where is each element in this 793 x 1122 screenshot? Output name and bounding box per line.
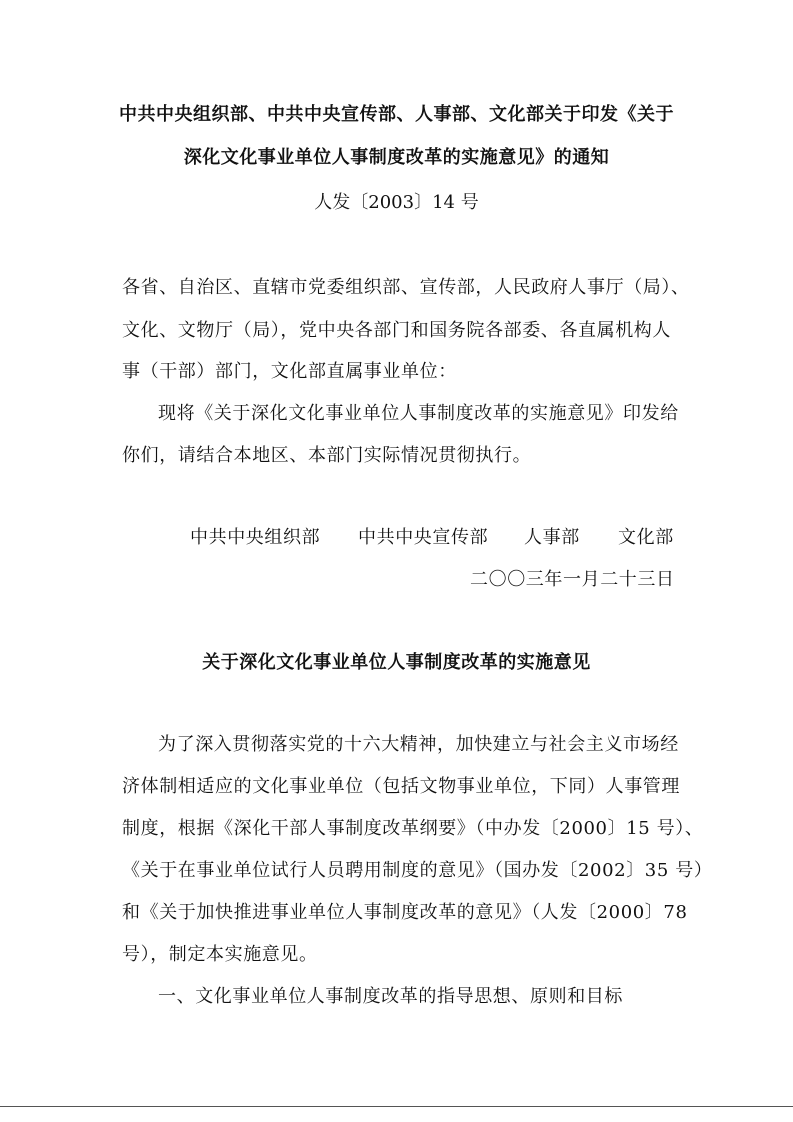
opinions-para-line-1: 为了深入贯彻落实党的十六大精神，加快建立与社会主义市场经	[158, 734, 679, 755]
opinions-para-line-2: 济体制相适应的文化事业单位（包括文物事业单位，下同）人事管理	[122, 776, 680, 797]
signatory-culture-ministry: 文化部	[618, 527, 674, 548]
signatory-org-dept: 中共中央组织部	[190, 527, 321, 548]
notice-title-line1: 中共中央组织部、中共中央宣传部、人事部、文化部关于印发《关于	[119, 104, 674, 125]
opinions-title: 关于深化文化事业单位人事制度改革的实施意见	[202, 652, 591, 673]
opinions-para-line-5: 和《关于加快推进事业单位人事制度改革的意见》（人发〔2000〕78	[122, 902, 688, 923]
opinions-para-line-4: 《关于在事业单位试行人员聘用制度的意见》（国办发〔2002〕35 号）	[122, 860, 713, 881]
notice-date: 二〇〇三年一月二十三日	[470, 569, 675, 590]
addressee-line-1: 各省、自治区、直辖市党委组织部、宣传部，人民政府人事厅（局）、	[122, 277, 690, 298]
opinions-para-line-3: 制度，根据《深化干部人事制度改革纲要》（中办发〔2000〕15 号）、	[122, 818, 704, 839]
page-bottom-rule	[0, 1106, 793, 1107]
addressee-line-2: 文化、文物厅（局），党中央各部门和国务院各部委、各直属机构人	[122, 320, 671, 341]
signatory-personnel-ministry: 人事部	[524, 527, 580, 548]
notice-body-line-2: 你们，请结合本地区、本部门实际情况贯彻执行。	[122, 445, 532, 466]
opinions-para-line-6: 号），制定本实施意见。	[122, 944, 318, 965]
notice-body-line-1: 现将《关于深化文化事业单位人事制度改革的实施意见》印发给	[158, 403, 679, 424]
document-number: 人发〔2003〕14 号	[314, 192, 479, 213]
signatory-propaganda-dept: 中共中央宣传部	[358, 527, 489, 548]
notice-title-line2: 深化文化事业单位人事制度改革的实施意见》的通知	[183, 147, 610, 168]
addressee-line-3: 事（干部）部门，文化部直属事业单位：	[122, 361, 457, 382]
section-1-heading: 一、文化事业单位人事制度改革的指导思想、原则和目标	[158, 986, 623, 1007]
